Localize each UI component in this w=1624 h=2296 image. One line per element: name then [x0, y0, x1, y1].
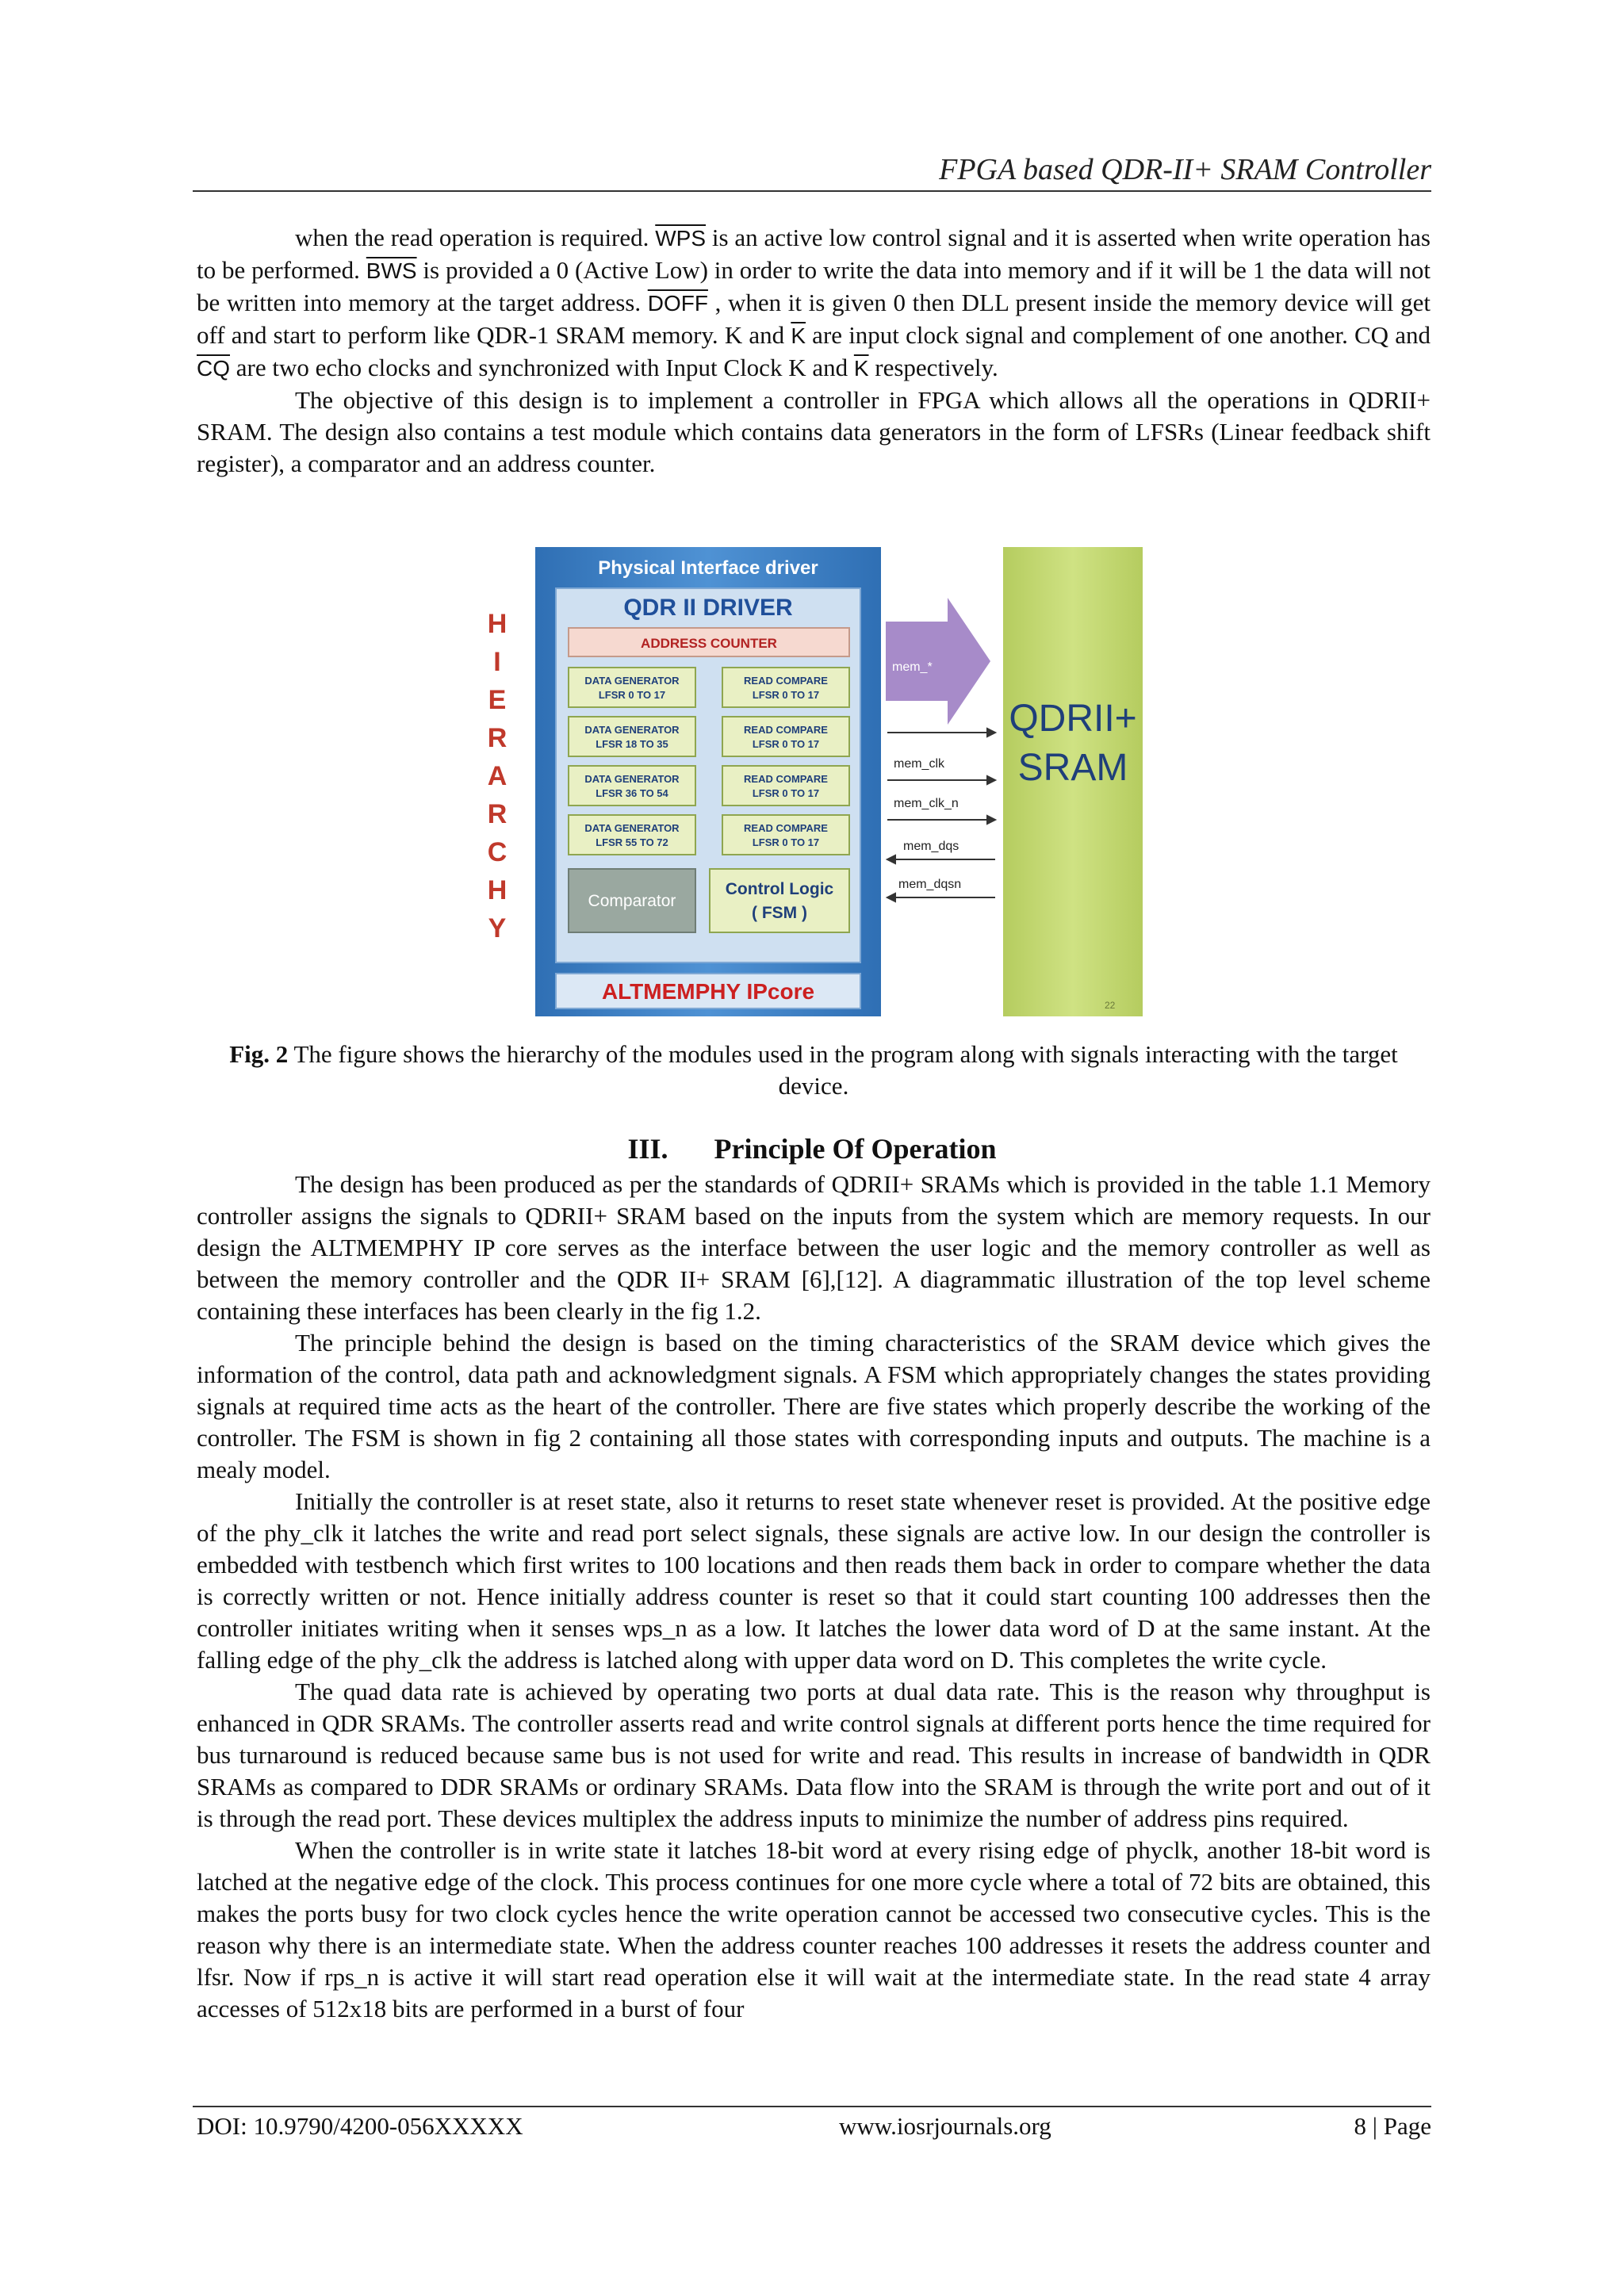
read-compare-range: LFSR 0 TO 17: [752, 738, 820, 750]
hierarchy-letter: Y: [488, 913, 507, 943]
signal-k-bar: $\overline{K}$: [791, 323, 806, 348]
data-generator-range: LFSR 36 TO 54: [596, 787, 668, 799]
footer-page-number: 8 | Page: [1354, 2112, 1431, 2140]
hierarchy-letter: E: [488, 685, 507, 715]
read-compare-box: [722, 668, 849, 707]
slide-number: 22: [1105, 1000, 1116, 1011]
body-paragraph: The principle behind the design is based on the timing characteristics of the SRAM device which gives the information of the control, data path and acknowledgment signals. A FSM which appropriately changes the states providing signals at required time acts as the heart of the controller. There are five states which properly describe the working of the controller. The FSM is shown in fig 2 containing all those states with corresponding inputs and outputs. The machine is a mealy model.: [197, 1329, 1431, 1483]
data-generator-range: LFSR 18 TO 35: [596, 738, 668, 750]
section-title: Principle Of Operation: [714, 1133, 997, 1165]
data-generator-box: [569, 717, 695, 756]
signal-doff: DOFF: [647, 291, 708, 316]
read-compare-range: LFSR 0 TO 17: [752, 689, 820, 701]
hierarchy-letter: R: [487, 723, 508, 753]
read-compare-label: READ COMPARE: [744, 773, 828, 785]
figure-caption-text: The figure shows the hierarchy of the modules used in the program along with signals interacting with the target device.: [288, 1040, 1398, 1100]
address-counter-label: ADDRESS COUNTER: [641, 636, 777, 651]
ipcore-label: ALTMEMPHY IPcore: [601, 979, 815, 1004]
hierarchy-letter: H: [487, 875, 508, 905]
sram-label-line2: SRAM: [1017, 747, 1128, 789]
data-generator-box: [569, 815, 695, 855]
body-text-block: [197, 1169, 1431, 2025]
body-paragraph: The design has been produced as per the standards of QDRII+ SRAMs which is provided in the table 1.1 Memory controller assigns the signals to QDRII+ SRAM based on the inputs from the system which are memory requests. In our design the ALTMEMPHY IP core serves as the interface between the user logic and the memory controller as well as between the memory controller and the QDR II+ SRAM [6],[12]. A diagrammatic illustration of the top level scheme containing these interfaces has been clearly in the fig 1.2.: [197, 1170, 1431, 1325]
data-generator-label: DATA GENERATOR: [584, 773, 680, 785]
hierarchy-figure: [480, 544, 1146, 1021]
section-number: III.: [627, 1133, 668, 1165]
data-generator-label: DATA GENERATOR: [584, 675, 680, 687]
data-generator-range: LFSR 55 TO 72: [596, 836, 668, 848]
figure-caption: [197, 1039, 1431, 1102]
sram-label-line1: QDRII+: [1009, 698, 1137, 740]
intro-text-block: [197, 222, 1431, 480]
hierarchy-letter: R: [487, 799, 508, 829]
comparator-label: Comparator: [588, 892, 676, 910]
read-compare-box: [722, 717, 849, 756]
figure-label: Fig. 2: [229, 1040, 289, 1068]
signal-label: mem_dqsn: [898, 878, 962, 891]
data-generator-range: LFSR 0 TO 17: [598, 689, 666, 701]
hierarchy-letter: C: [487, 837, 508, 867]
body-paragraph: When the controller is in write state it latches 18-bit word at every rising edge of phyclk, another 18-bit word is latched at the negative edge of the clock. This process continues for one more cycle where a total of 72 bits are obtained, this makes the ports busy for two clock cycles hence the write operation cannot be accessed two consecutive cycles. This is the reason why there is an intermediate state. When the address counter reaches 100 addresses it resets the address counter and lfsr. Now if rps_n is active it will start read operation else it will wait at the intermediate state. In the read state 4 array accesses of 512x18 bits are performed in a burst of four: [197, 1836, 1431, 2022]
paragraph-objective: The objective of this design is to implement a controller in FPGA which allows all the operations in QDRII+ SRAM. The design also contains a test module which contains data generators in the form of LFSRs (Linear feedback shift register), a comparator and an address counter.: [197, 386, 1431, 477]
footer-doi: DOI: 10.9790/4200-056XXXXX: [197, 2112, 523, 2140]
control-logic-fsm: ( FSM ): [752, 904, 807, 922]
read-compare-label: READ COMPARE: [744, 675, 828, 687]
signal-wps: $\overline{WPS}$: [655, 226, 707, 251]
footer-site-link[interactable]: www.iosrjournals.org: [839, 2112, 1051, 2140]
signal-labels: [894, 757, 961, 891]
signal-cq-bar: $\overline{CQ}$: [197, 356, 230, 381]
read-compare-label: READ COMPARE: [744, 724, 828, 736]
read-compare-label: READ COMPARE: [744, 822, 828, 834]
control-logic-box: [710, 869, 849, 932]
read-compare-box: [722, 766, 849, 806]
body-paragraph: The quad data rate is achieved by operating two ports at dual data rate. This is the reason why throughput is enhanced in QDR SRAMs. The controller asserts read and write control signals at different ports hence the time required for bus turnaround is reduced because same bus is not used for write and read. This results in increase of bandwidth in QDR SRAMs as compared to DDR SRAMs or ordinary SRAMs. Data flow into the SRAM is through the write port and out of it is through the read port. These devices multiplex the address inputs to minimize the number of address pins required.: [197, 1678, 1431, 1832]
signal-bws: $\overline{BWS}$: [366, 258, 417, 283]
data-generator-label: DATA GENERATOR: [584, 822, 680, 834]
signal-label: mem_clk_n: [894, 797, 959, 810]
read-compare-range: LFSR 0 TO 17: [752, 787, 820, 799]
paragraph-signals: when the read operation is required. $\overline{WPS}$ is an active low control signal and it is asserted when write operation has to be performed. $\overline{BWS}$ is provided a 0 (Active Low) in order to write the data into memory and if it will be 1 the data will not be written into memory at the target address. DOFF , when it is given 0 then DLL present inside the memory device will get off and start to perform like QDR-1 SRAM memory. K and $\overline{K}$ are input clock signal and complement of one another. CQ and $\overline{CQ}$ are two echo clocks and synchronized with Input Clock K and $\overline{K}$ respectively.: [197, 224, 1431, 381]
footer-rule: [193, 2106, 1431, 2107]
hierarchy-letter: I: [493, 647, 501, 677]
section-heading: [0, 1132, 1624, 1165]
signal-label: mem_clk: [894, 757, 945, 771]
read-compare-range: LFSR 0 TO 17: [752, 836, 820, 848]
data-generator-box: [569, 668, 695, 707]
data-generator-label: DATA GENERATOR: [584, 724, 680, 736]
phy-title: Physical Interface driver: [598, 557, 818, 579]
signal-label: mem_dqs: [903, 840, 959, 853]
signal-arrows: [887, 729, 995, 901]
header-rule: [193, 190, 1431, 192]
running-header-title: FPGA based QDR-II+ SRAM Controller: [939, 153, 1431, 186]
data-generator-box: [569, 766, 695, 806]
mem-bus-label: mem_*: [892, 660, 933, 674]
hierarchy-letters: [488, 609, 508, 943]
read-compare-box: [722, 815, 849, 855]
body-paragraph: Initially the controller is at reset state, also it returns to reset state whenever reset is provided. At the positive edge of the phy_clk it latches the write and read port select signals, these signals are active low. In our design the controller is embedded with testbench which first writes to 100 locations and then reads them back in order to compare whether the data is correctly written or not. Hence initially address counter is reset so that it could start counting 100 addresses then the controller initiates writing when it senses wps_n as a low. It latches the lower data word of D at the same instant. At the falling edge of the phy_clk the address is latched along with upper data word on D. This completes the write cycle.: [197, 1487, 1431, 1674]
driver-title: QDR II DRIVER: [623, 595, 793, 621]
control-logic-label: Control Logic: [725, 880, 834, 898]
hierarchy-letter: A: [487, 761, 508, 791]
hierarchy-letter: H: [487, 609, 508, 639]
signal-k-bar-2: $\overline{K}$: [853, 356, 869, 381]
